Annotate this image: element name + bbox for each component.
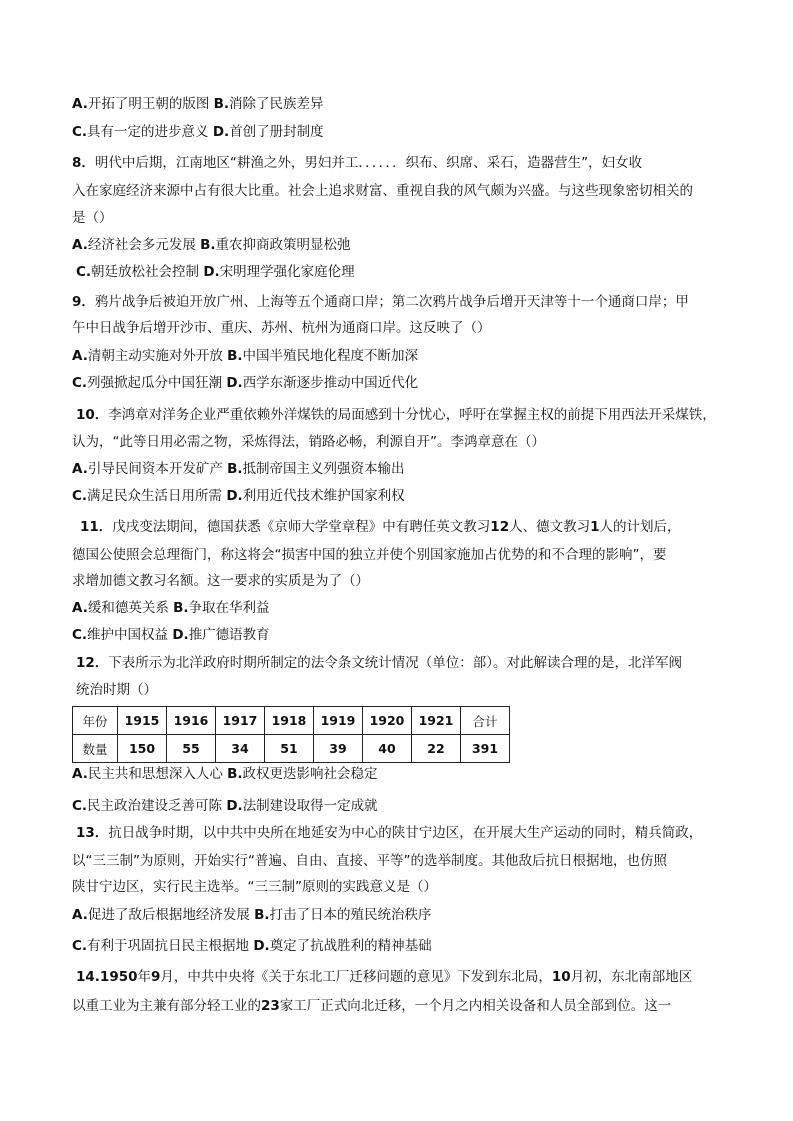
option-b-text: 打击了日本的殖民统治秩序 bbox=[269, 907, 432, 923]
q9-options-cd bbox=[72, 373, 418, 393]
q12-options-ab bbox=[72, 764, 378, 784]
option-d-letter: D. bbox=[226, 488, 243, 504]
table-header-cell: 1918 bbox=[265, 707, 314, 735]
q12-stem-line2: 统治时期（） bbox=[76, 682, 157, 698]
q10-options-cd bbox=[72, 486, 405, 506]
q9-number: 9． bbox=[72, 294, 95, 310]
option-b-letter: B. bbox=[227, 461, 243, 477]
table-header-cell: 1919 bbox=[314, 707, 363, 735]
q9-options-ab bbox=[72, 346, 418, 366]
option-c-text: 朝廷放松社会控制 bbox=[91, 264, 200, 280]
q8-stem-text1: 明代中后期，江南地区“耕渔之外，男妇并工．．．．．．织布、织席、采石，造器营生”，妇女收 bbox=[94, 155, 643, 171]
option-a-text: 民主共和思想深入人心 bbox=[87, 766, 223, 782]
option-d-text: 推广德语教育 bbox=[188, 627, 270, 643]
q11-stem-text1b: 人、德文教习 bbox=[509, 519, 591, 535]
option-d-text: 西学东渐逐步推动中国近代化 bbox=[242, 375, 419, 391]
table-header-cell: 合计 bbox=[461, 707, 510, 735]
q10-stem-text1: 李鸿章对洋务企业严重依赖外洋煤铁的局面感到十分忧心，呼吁在掌握主权的前提下用西法开采煤铁， bbox=[108, 407, 716, 423]
table-header-cell: 年份 bbox=[73, 707, 118, 735]
option-c-letter: C. bbox=[72, 375, 88, 391]
q14-number: 14. bbox=[76, 969, 100, 985]
option-c-letter: C. bbox=[72, 627, 88, 643]
option-a-text: 清朝主动实施对外开放 bbox=[87, 348, 223, 364]
table-row bbox=[73, 735, 510, 763]
option-a-text: 经济社会多元发展 bbox=[87, 237, 196, 253]
option-a-letter: A. bbox=[72, 600, 88, 616]
q9-stem-text1: 鸦片战争后被迫开放广州、上海等五个通商口岸；第二次鸦片战争后增开天津等十一个通商口岸；甲 bbox=[94, 294, 689, 310]
q12-stem-text1: 下表所示为北洋政府时期所制定的法令条文统计情况（单位：部）。对此解读合理的是，北洋军阀 bbox=[108, 655, 683, 671]
q11-number: 11． bbox=[80, 519, 113, 535]
option-b-letter: B. bbox=[227, 348, 243, 364]
q14-stem-line2 bbox=[72, 996, 671, 1016]
option-c-text: 民主政治建设乏善可陈 bbox=[87, 798, 223, 814]
q14-text-2a: 以重工业为主兼有部分轻工业的 bbox=[72, 998, 261, 1014]
prev-options-cd bbox=[72, 122, 324, 142]
q9-stem-line2: 午中日战争后增开沙市、重庆、苏州、杭州为通商口岸。这反映了（） bbox=[72, 320, 491, 336]
q11-stem-text1a: 戊戌变法期间，德国获悉《京师大学堂章程》中有聘任英文教习 bbox=[112, 519, 491, 535]
table-header-cell: 1921 bbox=[412, 707, 461, 735]
q14-text-year-suffix: 年 bbox=[137, 969, 151, 985]
table-cell: 39 bbox=[314, 735, 363, 763]
option-b-text: 消除了民族差异 bbox=[229, 96, 324, 112]
option-c-letter: C. bbox=[76, 264, 92, 280]
option-c-text: 有利于巩固抗日民主根据地 bbox=[87, 938, 250, 954]
table-header-cell: 1920 bbox=[363, 707, 412, 735]
option-b-text: 政权更迭影响社会稳定 bbox=[242, 766, 378, 782]
option-b-letter: B. bbox=[254, 907, 270, 923]
q11-english-count: 12 bbox=[490, 519, 510, 535]
q12-options-cd bbox=[72, 796, 378, 816]
q10-options-ab bbox=[72, 459, 405, 479]
prev-options-ab bbox=[72, 94, 324, 114]
option-b-text: 争取在华利益 bbox=[188, 600, 270, 616]
q13-stem-text1: 抗日战争时期，以中共中央所在地延安为中心的陕甘宁边区，在开展大生产运动的同时，精兵简政， bbox=[108, 825, 703, 841]
table-cell: 391 bbox=[461, 735, 510, 763]
option-a-text: 开拓了明王朝的版图 bbox=[87, 96, 210, 112]
q8-stem-line2: 入在家庭经济来源中占有很大比重。社会上追求财富、重视自我的风气颇为兴盛。与这些现象密切相关的 bbox=[72, 183, 693, 199]
q10-stem-line2: 认为，“此等日用必需之物，采炼得法，销路必畅，利源自开”。李鸿章意在（） bbox=[72, 434, 545, 450]
option-a-letter: A. bbox=[72, 766, 88, 782]
q10-number: 10． bbox=[76, 407, 109, 423]
q11-options-cd bbox=[72, 625, 270, 645]
option-b-text: 中国半殖民地化程度不断加深 bbox=[242, 348, 419, 364]
q8-number: 8． bbox=[72, 155, 95, 171]
option-d-text: 奠定了抗战胜利的精神基础 bbox=[269, 938, 432, 954]
q14-october: 10 bbox=[551, 969, 571, 985]
q8-options-ab bbox=[72, 235, 351, 255]
q14-month: 9 bbox=[151, 969, 161, 985]
option-d-text: 利用近代技术维护国家利权 bbox=[242, 488, 405, 504]
option-d-letter: D. bbox=[212, 124, 230, 140]
q12-statistics-table bbox=[72, 706, 510, 763]
option-c-text: 具有一定的进步意义 bbox=[87, 124, 209, 140]
q12-stem-line1 bbox=[76, 653, 682, 673]
table-cell: 51 bbox=[265, 735, 314, 763]
option-c-letter: C. bbox=[72, 488, 88, 504]
option-a-letter: A. bbox=[72, 237, 88, 253]
q10-stem-line1 bbox=[76, 405, 716, 425]
q8-stem-line3: 是（） bbox=[72, 210, 113, 226]
option-b-text: 重农抑商政策明显松弛 bbox=[215, 237, 351, 253]
q13-number: 13． bbox=[76, 825, 109, 841]
q11-stem-line3: 求增加德文教习名额。这一要求的实质是为了（） bbox=[72, 573, 369, 589]
option-b-letter: B. bbox=[213, 96, 230, 112]
q13-options-ab bbox=[72, 905, 432, 925]
q13-stem-line1 bbox=[76, 823, 702, 843]
option-c-text: 列强掀起瓜分中国狂潮 bbox=[87, 375, 223, 391]
table-row bbox=[73, 707, 510, 735]
table-header-cell: 1917 bbox=[216, 707, 265, 735]
option-a-text: 促进了敌后根据地经济发展 bbox=[87, 907, 250, 923]
q11-options-ab bbox=[72, 598, 270, 618]
option-c-letter: C. bbox=[72, 938, 88, 954]
q12-number: 12． bbox=[76, 655, 109, 671]
table-cell: 34 bbox=[216, 735, 265, 763]
table-header-cell: 1916 bbox=[167, 707, 216, 735]
q13-stem-line3: 陕甘宁边区，实行民主选举。“三三制”原则的实践意义是（） bbox=[72, 879, 437, 895]
option-a-letter: A. bbox=[72, 96, 88, 112]
option-a-text: 缓和德英关系 bbox=[87, 600, 169, 616]
option-d-letter: D. bbox=[203, 264, 220, 280]
table-cell: 数量 bbox=[73, 735, 118, 763]
q14-year: 1950 bbox=[99, 969, 138, 985]
q14-factory-count: 23 bbox=[261, 998, 280, 1014]
option-c-text: 满足民众生活日用所需 bbox=[87, 488, 223, 504]
q8-stem-line1 bbox=[72, 153, 642, 173]
option-a-letter: A. bbox=[72, 907, 88, 923]
table-header-cell: 1915 bbox=[118, 707, 167, 735]
q13-stem-line2: 以“三三制”为原则，开始实行“普遍、自由、直接、平等”的选举制度。其他敌后抗日根据地，也仿照 bbox=[72, 853, 667, 869]
option-c-letter: C. bbox=[72, 798, 88, 814]
q14-text-1c: 月初，东北南部地区 bbox=[570, 969, 693, 985]
option-b-letter: B. bbox=[227, 766, 243, 782]
q13-options-cd bbox=[72, 936, 432, 956]
option-a-letter: A. bbox=[72, 461, 88, 477]
option-d-letter: D. bbox=[226, 798, 243, 814]
option-a-text: 引导民间资本开发矿产 bbox=[87, 461, 223, 477]
option-d-letter: D. bbox=[253, 938, 270, 954]
option-d-text: 首创了册封制度 bbox=[229, 124, 324, 140]
option-b-letter: B. bbox=[173, 600, 189, 616]
option-b-letter: B. bbox=[200, 237, 216, 253]
q11-stem-text1c: 人的计划后， bbox=[599, 519, 681, 535]
option-d-text: 法制建设取得一定成就 bbox=[242, 798, 378, 814]
option-c-text: 维护中国权益 bbox=[87, 627, 169, 643]
q11-stem-line1 bbox=[80, 517, 681, 537]
table-cell: 22 bbox=[412, 735, 461, 763]
option-a-letter: A. bbox=[72, 348, 88, 364]
q11-stem-line2: 德国公使照会总理衙门，称这将会“损害中国的独立并使个别国家施加占优势的和不合理的影响”，要 bbox=[72, 547, 667, 563]
option-d-letter: D. bbox=[226, 375, 243, 391]
option-c-letter: C. bbox=[72, 124, 88, 140]
option-d-letter: D. bbox=[172, 627, 189, 643]
q11-german-count: 1 bbox=[590, 519, 600, 535]
q9-stem-line1 bbox=[72, 292, 689, 312]
q14-stem-line1 bbox=[76, 967, 692, 987]
option-d-text: 宋明理学强化家庭伦理 bbox=[219, 264, 355, 280]
q8-options-cd bbox=[76, 262, 355, 282]
option-b-text: 抵制帝国主义列强资本输出 bbox=[242, 461, 405, 477]
table-cell: 150 bbox=[118, 735, 167, 763]
table-cell: 40 bbox=[363, 735, 412, 763]
q14-text-1b: 月，中共中央将《关于东北工厂迁移问题的意见》下发到东北局， bbox=[160, 969, 552, 985]
table-cell: 55 bbox=[167, 735, 216, 763]
q14-text-2b: 家工厂正式向北迁移，一个月之内相关设备和人员全部到位。这一 bbox=[279, 998, 672, 1014]
